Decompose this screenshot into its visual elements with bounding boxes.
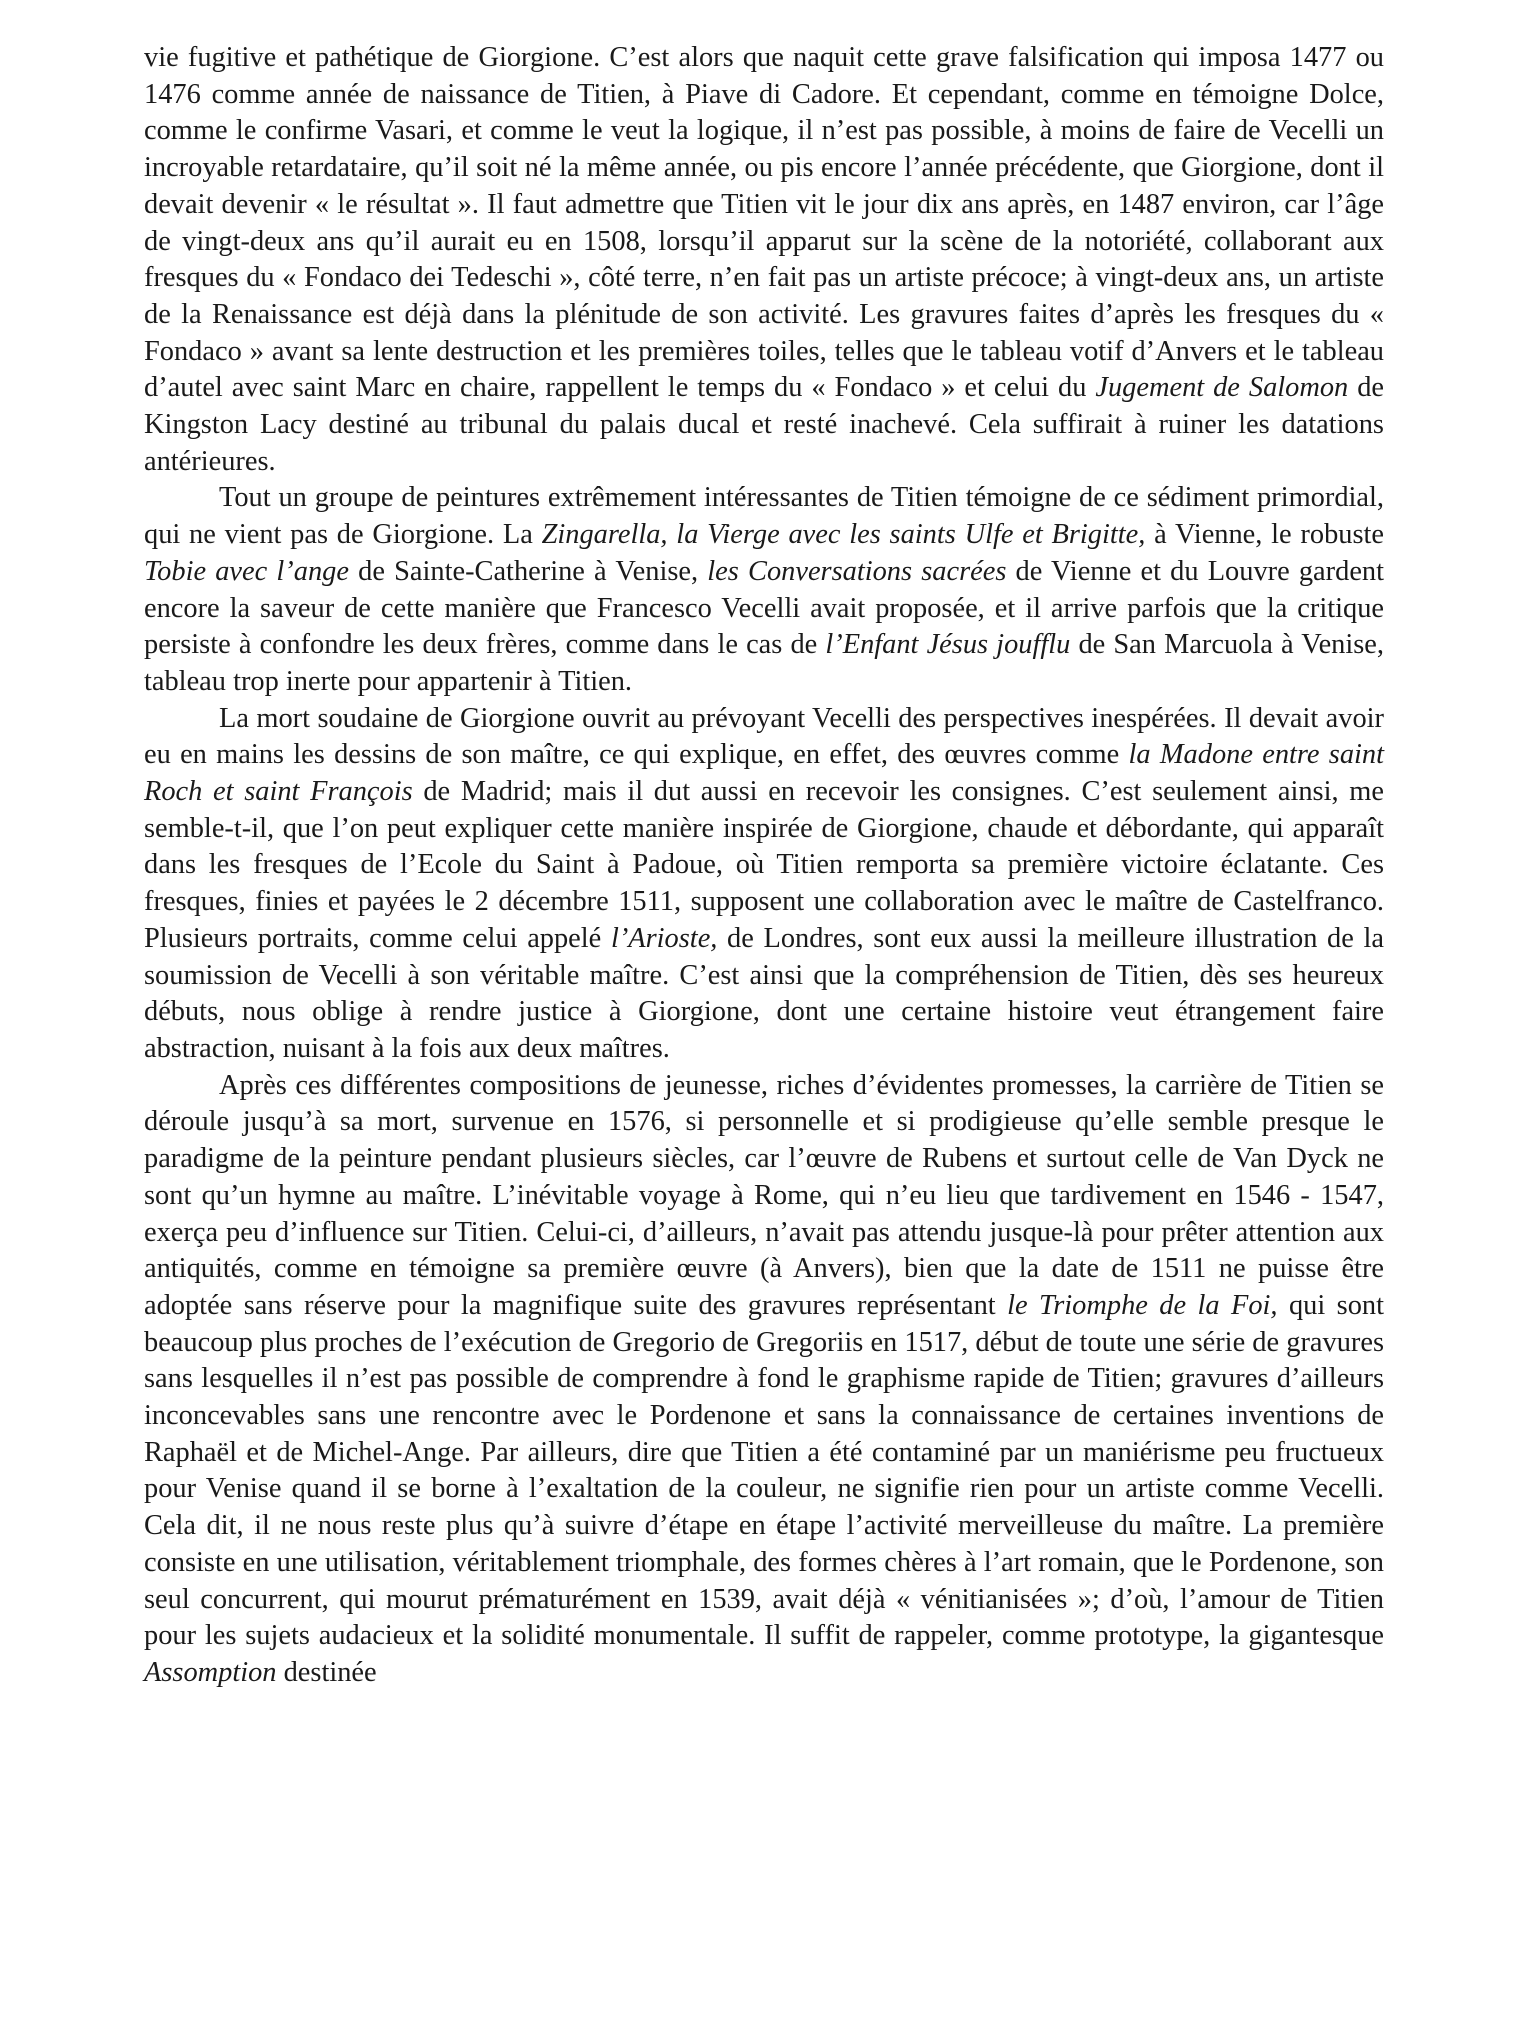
body-text: de Londres, sont eux aussi la meilleure illustration de la soumission de Vecelli à son véritable maître. C’est ainsi que la compréhension de Titien, dès ses heureux débuts, nous oblige à rendre justice à Giorgione, dont une certaine histoire veut étrangement faire abstraction, nuisant à la fois aux deux maîtres. [144, 922, 1384, 1064]
body-text: de Kingston Lacy destiné au tribunal du palais ducal et resté inachevé. Cela suffirait à ruiner les datations antérieures. [144, 372, 1385, 477]
body-text: La mort soudaine de Giorgione ouvrit au prévoyant Vecelli des perspectives inespérées. Il devait avoir eu en mains les dessins de son maître, ce qui explique, en effet, des œuvres comme [144, 702, 1384, 771]
paragraph-4 [144, 1068, 1384, 1692]
body-text: qui sont beaucoup plus proches de l’exécution de Gregorio de Gregoriis en 1517, début de toute une série de gravures sans lesquelles il n’est pas possible de comprendre à fond le graphisme rapide de Titien; gravures d’ailleurs inconcevables sans une rencontre avec le Pordenone et sans la connaissance de certaines inventions de Raphaël et de Michel-Ange. Par ailleurs, dire que Titien a été contaminé par un maniérisme peu fructueux pour Venise quand il se borne à l’exaltation de la couleur, ne signifie rien pour un artiste comme Vecelli. Cela dit, il ne nous reste plus qu’à suivre d’étape en étape l’activité merveilleuse du maître. La première consiste en une utilisation, véritablement triomphale, des formes chères à l’art romain, que le Pordenone, son seul concurrent, qui mourut prématurément en 1539, avait déjà « vénitianisées »; d’où, l’amour de Titien pour les sujets audacieux et la solidité monumentale. Il suffit de rappeler, comme prototype, la gigantesque [144, 1289, 1384, 1652]
paragraph-3 [144, 701, 1384, 1068]
page-body [144, 40, 1384, 1692]
italic-title-text: Assomption [144, 1656, 277, 1688]
paragraph-2 [144, 480, 1384, 700]
body-text: de Vienne et du Louvre gardent encore la saveur de cette manière que Francesco Vecelli avait proposée, et il arrive parfois que la critique persiste à confondre les deux frères, comme dans le cas de [144, 555, 1384, 661]
body-text: de Sainte-Catherine à Venise, [348, 555, 708, 587]
paragraph-1 [144, 40, 1384, 480]
italic-title-text: Zingarella, la Vierge avec les saints Ulfe et Brigitte, [541, 519, 1146, 551]
body-text: vie fugitive et pathétique de Giorgione. C’est alors que naquit cette grave falsification qui imposa 1477 ou 1476 comme année de naissance de Titien, à Piave di Cadore. Et cependant, comme en témoigne Dolce, comme le confirme Vasari, et comme le veut la logique, il n’est pas possible, à moins de faire de Vecelli un incroyable retardataire, qu’il soit né la même année, ou pis encore l’année précédente, que Giorgione, dont il devait devenir « le résultat ». Il faut admettre que Titien vit le jour dix ans après, en 1487 environ, car l’âge de vingt-deux ans qu’il aurait eu en 1508, lorsqu’il apparut sur la scène de la notoriété, collaborant aux fresques du « Fondaco dei Tedeschi », côté terre, n’en fait pas un artiste précoce; à vingt-deux ans, un artiste de la Renaissance est déjà dans la plénitude de son activité. Les gravures faites d’après les fresques du « Fondaco » avant sa lente destruction et les premières toiles, telles que le tableau votif d’Anvers et le tableau d’autel avec saint Marc en chaire, rappellent le temps du « Fondaco » et celui du [144, 42, 1384, 404]
body-text: Tout un groupe de peintures extrêmement intéressantes de Titien témoigne de ce sédiment primordial, qui ne vient pas de Giorgione. La [144, 482, 1384, 551]
italic-title-text: les Conversations sacrées [707, 555, 1007, 587]
body-text: destinée [276, 1656, 377, 1688]
body-text: Après ces différentes compositions de jeunesse, riches d’évidentes promesses, la carrière de Titien se déroule jusqu’à sa mort, survenue en 1576, si personnelle et si prodigieuse qu’elle semble presque le paradigme de la peinture pendant plusieurs siècles, car l’œuvre de Rubens et surtout celle de Van Dyck ne sont qu’un hymne au maître. L’inévitable voyage à Rome, qui n’eu lieu que tardivement en 1546 - 1547, exerça peu d’influence sur Titien. Celui-ci, d’ailleurs, n’avait pas attendu jusque-là pour prêter attention aux antiquités, comme en témoigne sa première œuvre (à Anvers), bien que la date de 1511 ne puisse être adoptée sans réserve pour la magnifique suite des gravures représentant [144, 1069, 1384, 1321]
body-text: à Vienne, le robuste [1145, 519, 1385, 551]
italic-title-text: l’Enfant Jésus joufflu [825, 629, 1071, 661]
italic-title-text: le Triomphe de la Foi, [1007, 1289, 1278, 1321]
italic-title-text: Jugement de Salomon [1095, 372, 1349, 404]
body-text: de San Marcuola à Venise, tableau trop inerte pour appartenir à Titien. [144, 629, 1384, 697]
italic-title-text: la Madone entre saint Roch et saint François [144, 739, 1384, 808]
italic-title-text: l’Arioste, [610, 922, 718, 954]
italic-title-text: Tobie avec l’ange [144, 555, 349, 587]
body-text: de Madrid; mais il dut aussi en recevoir les consignes. C’est seulement ainsi, me semble-t-il, que l’on peut expliquer cette manière inspirée de Giorgione, chaude et débordante, qui apparaît dans les fresques de l’Ecole du Saint à Padoue, où Titien remporta sa première victoire éclatante. Ces fresques, finies et payées le 2 décembre 1511, supposent une collaboration avec le maître de Castelfranco. Plusieurs portraits, comme celui appelé [144, 776, 1384, 954]
